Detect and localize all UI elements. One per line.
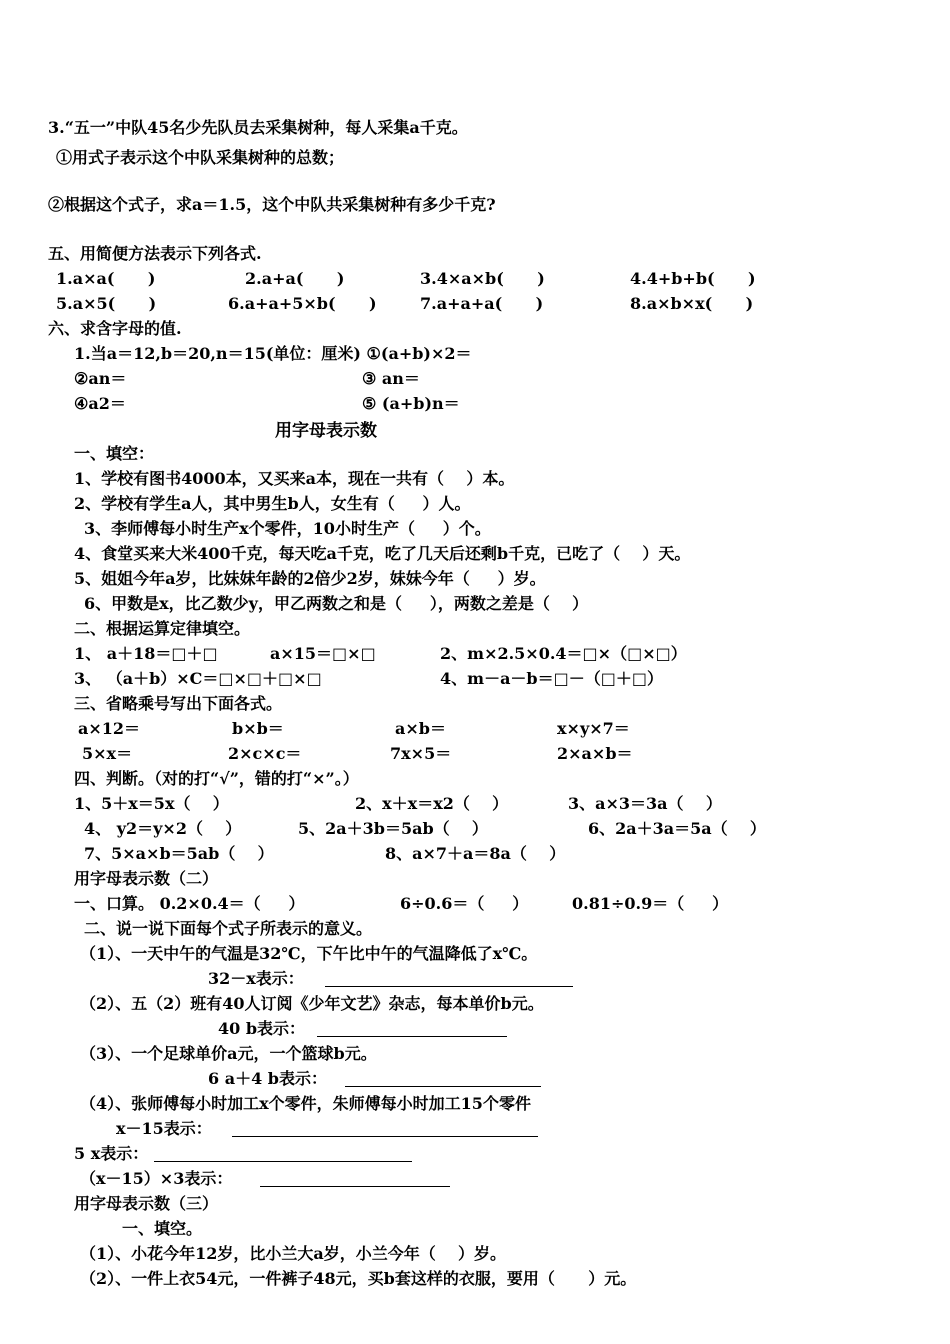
p1-judge-8: 8、a×7＋a＝8a（ ） bbox=[385, 844, 566, 863]
s6-item-abn: ⑤ (a+b)n＝ bbox=[362, 394, 460, 413]
p1-fill-1: 1、学校有图书4000本，又买来a本，现在一共有（ ）本。 bbox=[74, 469, 515, 488]
s6-item-an2: ③ an＝ bbox=[362, 369, 420, 388]
section5-heading: 五、用简便方法表示下列各式. bbox=[48, 244, 262, 263]
p2-m2: （2）、五（2）班有40人订阅《少年文艺》杂志，每本单价b元。 bbox=[80, 994, 544, 1013]
p2-m1: （1）、一天中午的气温是32℃，下午比中午的气温降低了x℃。 bbox=[80, 944, 538, 963]
p1-law-3: 3、 （a＋b）×C＝□×□＋□×□ bbox=[74, 669, 322, 688]
p1-judge-6: 6、2a＋3a＝5a（ ） bbox=[588, 819, 766, 838]
p2-m4-expr1: x－15表示： bbox=[116, 1119, 212, 1138]
p1-judge-1: 1、5＋x＝5x（ ） bbox=[74, 794, 229, 813]
s5-item7: 7.a+a+a( ) bbox=[420, 294, 544, 313]
p2-meaning-heading: 二、说一说下面每个式子所表示的意义。 bbox=[84, 919, 373, 938]
p1-law-2: 2、m×2.5×0.4＝□×（□×□） bbox=[440, 644, 687, 663]
p1-fill-4: 4、食堂买来大米400千克，每天吃a千克，吃了几天后还剩b千克，已吃了（ ）天。 bbox=[74, 544, 691, 563]
p3-q1: （1）、小花今年12岁，比小兰大a岁，小兰今年（ ）岁。 bbox=[80, 1244, 507, 1263]
answer-line[interactable] bbox=[260, 1186, 450, 1187]
s5-item4: 4.4+b+b( ) bbox=[630, 269, 756, 288]
p1-fill-3: 3、李师傅每小时生产x个零件，10小时生产（ ）个。 bbox=[84, 519, 491, 538]
p2-oral-2: 6÷0.6＝（ ） bbox=[400, 894, 529, 913]
p2-oral-3: 0.81÷0.9＝（ ） bbox=[572, 894, 729, 913]
p1-fill-6: 6、甲数是x，比乙数少y，甲乙两数之和是（ ），两数之差是（ ） bbox=[84, 594, 589, 613]
p1-omit-2: b×b＝ bbox=[232, 719, 284, 738]
p1-law-4: 4、m－a－b＝□－（□＋□） bbox=[440, 669, 663, 688]
p2-m1-expr: 32－x表示： bbox=[208, 969, 304, 988]
answer-line[interactable] bbox=[325, 986, 573, 987]
p1-judge-7: 7、5×a×b＝5ab（ ） bbox=[84, 844, 274, 863]
p1-judge-2: 2、x＋x＝x2（ ） bbox=[355, 794, 509, 813]
p1-judge-5: 5、2a＋3b＝5ab（ ） bbox=[298, 819, 488, 838]
s6-item-a2: ④a2＝ bbox=[74, 394, 126, 413]
s6-item-an: ②an＝ bbox=[74, 369, 127, 388]
answer-line[interactable] bbox=[154, 1161, 412, 1162]
p3-fill-heading: 一、填空。 bbox=[122, 1219, 203, 1238]
q3-stem: 3.“五一”中队45名少先队员去采集树种，每人采集a千克。 bbox=[48, 118, 468, 137]
p1-fill-heading: 一、填空： bbox=[74, 444, 155, 463]
q3-part1: ①用式子表示这个中队采集树种的总数； bbox=[56, 148, 345, 167]
p1-omit-4: x×y×7＝ bbox=[557, 719, 630, 738]
s5-item1: 1.a×a( ) bbox=[56, 269, 156, 288]
s5-item5: 5.a×5( ) bbox=[56, 294, 157, 313]
s5-item8: 8.a×b×x( ) bbox=[630, 294, 754, 313]
section6-heading: 六、求含字母的值. bbox=[48, 319, 182, 338]
p2-m4-expr3: （x－15）×3表示： bbox=[80, 1169, 233, 1188]
p1-omit-7: 7x×5＝ bbox=[390, 744, 452, 763]
p1-judge-heading: 四、判断。（对的打“√”，错的打“×”。） bbox=[74, 769, 359, 788]
q3-part2: ②根据这个式子，求a＝1.5，这个中队共采集树种有多少千克? bbox=[48, 195, 496, 214]
p2-m3: （3）、一个足球单价a元，一个篮球b元。 bbox=[80, 1044, 377, 1063]
p1-law-1a: 1、 a＋18＝□＋□ bbox=[74, 644, 218, 663]
p1-judge-4: 4、 y2＝y×2（ ） bbox=[84, 819, 242, 838]
p1-fill-2: 2、学校有学生a人，其中男生b人，女生有（ ）人。 bbox=[74, 494, 471, 513]
p2-m4: （4）、张师傅每小时加工x个零件，朱师傅每小时加工15个零件 bbox=[80, 1094, 531, 1113]
p1-omit-3: a×b＝ bbox=[395, 719, 446, 738]
p1-omit-1: a×12＝ bbox=[78, 719, 141, 738]
p2-oral-1: 一、口算。 0.2×0.4＝（ ） bbox=[74, 894, 305, 913]
p2-m4-expr2: 5 x表示： bbox=[74, 1144, 149, 1163]
s5-item6: 6.a+a+5×b( ) bbox=[228, 294, 377, 313]
p1-laws-heading: 二、根据运算定律填空。 bbox=[74, 619, 251, 638]
p2-m3-expr: 6 a＋4 b表示： bbox=[208, 1069, 327, 1088]
p1-omit-8: 2×a×b＝ bbox=[557, 744, 633, 763]
p1-omit-6: 2×c×c＝ bbox=[228, 744, 302, 763]
s5-item3: 3.4×a×b( ) bbox=[420, 269, 545, 288]
p1-law-1b: a×15＝□×□ bbox=[270, 644, 376, 663]
s5-item2: 2.a+a( ) bbox=[245, 269, 345, 288]
p3-q2: （2）、一件上衣54元，一件裤子48元，买b套这样的衣服，要用（ ）元。 bbox=[80, 1269, 637, 1288]
answer-line[interactable] bbox=[345, 1086, 541, 1087]
part2-title: 用字母表示数（二） bbox=[74, 869, 219, 888]
s6-line1: 1.当a＝12,b＝20,n＝15(单位：厘米) ①(a+b)×2＝ bbox=[74, 344, 472, 363]
answer-line[interactable] bbox=[232, 1136, 538, 1137]
part3-title: 用字母表示数（三） bbox=[74, 1194, 219, 1213]
p1-judge-3: 3、a×3＝3a（ ） bbox=[568, 794, 722, 813]
p1-omit-5: 5×x＝ bbox=[82, 744, 133, 763]
part1-title: 用字母表示数 bbox=[275, 421, 377, 441]
p2-m2-expr: 40 b表示： bbox=[218, 1019, 306, 1038]
p1-fill-5: 5、姐姐今年a岁，比妹妹年龄的2倍少2岁，妹妹今年（ ）岁。 bbox=[74, 569, 546, 588]
p1-omit-heading: 三、省略乘号写出下面各式。 bbox=[74, 694, 283, 713]
answer-line[interactable] bbox=[317, 1036, 507, 1037]
